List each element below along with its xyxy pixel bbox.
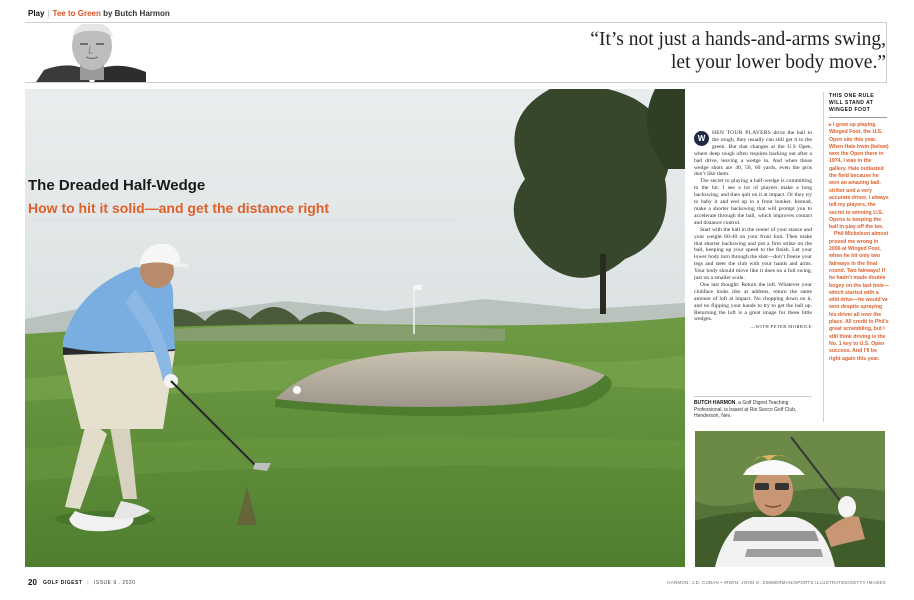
paragraph: Start with the ball in the center of your stance and your weight 60-40 on your front foot. Then make that shorter backswing and put a firm strike on the ball, keeping up your speed to the finish. Let your lower body turn through the shot—don’t freeze your legs and steer the club with your hands and arms. Your body should move like it does on a full swing, just on a smaller scale.: [694, 226, 812, 282]
column-name: Tee to Green: [52, 9, 101, 18]
sidebar-paragraph: ▸ I grew up playing Winged Foot, the U.S. Open site this year. When Hale Irwin (below) won the Open there in 1974, I was in the gallery. Hale outlasted the field because he won an amazing ball-striker and a very accurate driver. I always tell my players, the secret to winning U.S. Opens is keeping the ball in play off the tee.: [829, 122, 889, 231]
pull-quote-line-2: let your lower body move.”: [671, 52, 886, 73]
author-portrait: [36, 24, 146, 82]
bio-rule: [694, 396, 812, 397]
irwin-photo: [695, 431, 885, 567]
photo-credits: HARMON: J.D. CUBAN • IRWIN: JOHN G. ZIMMERMAN/SPORTS ILLUSTRATED/GETTY IMAGES: [667, 580, 886, 585]
bio-name: BUTCH HARMON: [694, 400, 736, 406]
pull-quote: [456, 28, 886, 74]
section-label: Play: [28, 9, 45, 18]
magazine-name: GOLF DIGEST: [43, 580, 83, 586]
page-number: 20: [28, 578, 37, 587]
headline: The Dreaded Half-Wedge: [28, 177, 206, 194]
sidebar-divider: [823, 92, 824, 422]
subhead: How to hit it solid—and get the distance right: [28, 200, 329, 216]
paragraph: One last thought: Return the loft. Whatever your clubface looks like at address, return the same amount of loft at impact. No chopping down on it, and no flipping your hands to try to get the ball up. Returning the loft is a great image for these little wedges.: [694, 281, 812, 323]
subhead-rule: [28, 220, 456, 221]
byline: —WITH PETER MORRICE: [750, 324, 812, 330]
paragraph: W HEN TOUR PLAYERS drive the ball in the rough, they usually can still get it to the green. But that changes at the U.S Open, where deep rough often requires backing out after a bad drive, leaving a wedge in. And when those wedge shots are 40, 50, 60 yards, even the pros don’t like them.: [694, 130, 812, 178]
folio: GOLF DIGEST | ISSUE 9 . 2020: [43, 580, 136, 586]
sidebar-paragraph: Phil Mickelson almost proved me wrong in 2006 at Winged Foot, when he hit only two fairways in the final round. Two fairways! If he hadn’t made double bogey on the last hole—which started with a wild drive—he would’ve won despite spraying his driver all over the place. All credit to Phil’s great scrambling, but I still think driving is the No. 1 key to U.S. Open success. And I’ll be right again this year.: [829, 231, 889, 362]
dropcap: W: [694, 131, 709, 146]
issue-label: ISSUE 9 . 2020: [93, 580, 136, 586]
pull-quote-line-1: “It’s not just a hands-and-arms swing,: [590, 29, 886, 50]
lead-in: HEN TOUR PLAYERS: [712, 130, 772, 136]
sidebar-rule: [829, 117, 887, 118]
sidebar-text: [829, 122, 889, 363]
column-author: by Butch Harmon: [103, 9, 170, 18]
headline-rule: [28, 195, 456, 196]
paragraph: The secret to playing a half-wedge is committing to the hit. I see a lot of players make a long backswing, and then quit on it at impact. Or they try to baby it and end up in a front bunker. Instead, make a shorter backswing that will prompt you to accelerate through the ball, which improves contact and distance control.: [694, 178, 812, 226]
article-body: [694, 130, 812, 331]
running-header: Play | Tee to Green by Butch Harmon: [28, 9, 170, 18]
bio-text: , a Golf Digest Teaching Professional, is based at Rio Secco Golf Club, Henderson, Nev.: [694, 400, 797, 420]
author-bio: [694, 400, 812, 420]
sidebar-title: THIS ONE RULE WILL STAND AT WINGED FOOT: [829, 93, 875, 113]
hero-photo: [25, 89, 685, 567]
